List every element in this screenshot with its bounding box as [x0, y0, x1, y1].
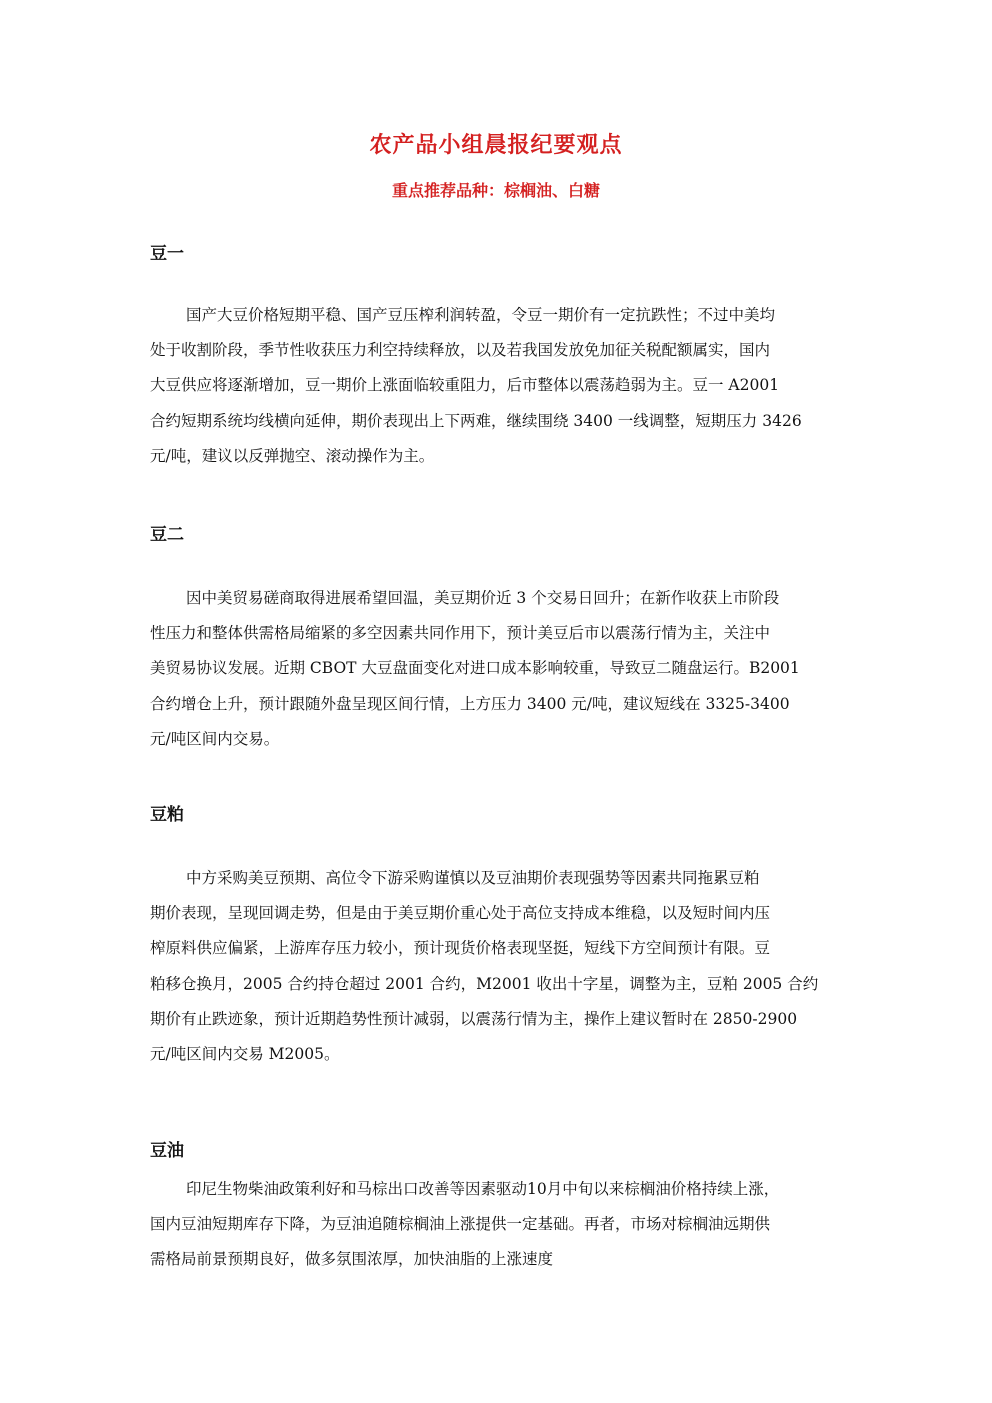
section-body-dou-you — [150, 1172, 850, 1278]
paragraph-line: 元/吨区间内交易。 — [150, 729, 280, 748]
paragraph-line: 榨原料供应偏紧，上游库存压力较小，预计现货价格表现坚挺，短线下方空间预计有限。豆 — [150, 939, 771, 958]
paragraph-line: 大豆供应将逐渐增加，豆一期价上涨面临较重阻力，后市整体以震荡趋弱为主。豆一 A2001 — [150, 376, 780, 395]
document-title: 农产品小组晨报纪要观点 — [369, 132, 623, 158]
section-heading-dou-yi: 豆一 — [150, 244, 184, 264]
paragraph-line: 期价表现，呈现回调走势，但是由于美豆期价重心处于高位支持成本维稳，以及短时间内压 — [150, 904, 771, 923]
paragraph-line: 国内豆油短期库存下降，为豆油追随棕榈油上涨提供一定基础。再者，市场对棕榈油远期供 — [150, 1215, 771, 1234]
paragraph-line: 期价有止跌迹象，预计近期趋势性预计减弱，以震荡行情为主，操作上建议暂时在 2850-2900 — [150, 1009, 798, 1028]
paragraph-line: 美贸易协议发展。近期 CBOT 大豆盘面变化对进口成本影响较重，导致豆二随盘运行。B2001 — [150, 659, 800, 678]
paragraph-line: 因中美贸易磋商取得进展希望回温，美豆期价近 3 个交易日回升；在新作收获上市阶段 — [186, 589, 780, 607]
paragraph-line: 合约短期系统均线横向延伸，期价表现出上下两难，继续围绕 3400 一线调整，短期压力 3426 — [150, 411, 802, 430]
section-body-dou-yi — [150, 298, 850, 474]
paragraph-line: 性压力和整体供需格局缩紧的多空因素共同作用下，预计美豆后市以震荡行情为主，关注中 — [150, 624, 771, 643]
paragraph-line: 处于收割阶段，季节性收获压力利空持续释放，以及若我国发放免加征关税配额属实，国内 — [150, 341, 771, 360]
paragraph-line: 粕移仓换月，2005 合约持仓超过 2001 合约，M2001 收出十字星，调整为主，豆粕 2005 合约 — [150, 974, 819, 993]
paragraph-line: 合约增仓上升，预计跟随外盘呈现区间行情，上方压力 3400 元/吨，建议短线在 3325-3400 — [150, 694, 790, 713]
document-subtitle: 重点推荐品种：棕榈油、白糖 — [391, 181, 600, 200]
paragraph-line: 元/吨，建议以反弹抛空、滚动操作为主。 — [150, 446, 435, 465]
paragraph-line: 印尼生物柴油政策利好和马棕出口改善等因素驱动10月中旬以来棕榈油价格持续上涨， — [186, 1180, 780, 1198]
section-heading-dou-you: 豆油 — [150, 1141, 184, 1161]
section-body-dou-er — [150, 581, 850, 757]
paragraph-line: 中方采购美豆预期、高位令下游采购谨慎以及豆油期价表现强势等因素共同拖累豆粕 — [186, 869, 760, 887]
paragraph-line: 元/吨区间内交易 M2005。 — [150, 1045, 340, 1064]
section-heading-dou-po: 豆粕 — [150, 805, 184, 825]
section-body-dou-po — [150, 861, 850, 1072]
paragraph-line: 需格局前景预期良好，做多氛围浓厚，加快油脂的上涨速度 — [150, 1250, 554, 1269]
section-heading-dou-er: 豆二 — [150, 525, 184, 545]
paragraph-line: 国产大豆价格短期平稳、国产豆压榨利润转盈，令豆一期价有一定抗跌性；不过中美均 — [186, 306, 776, 324]
